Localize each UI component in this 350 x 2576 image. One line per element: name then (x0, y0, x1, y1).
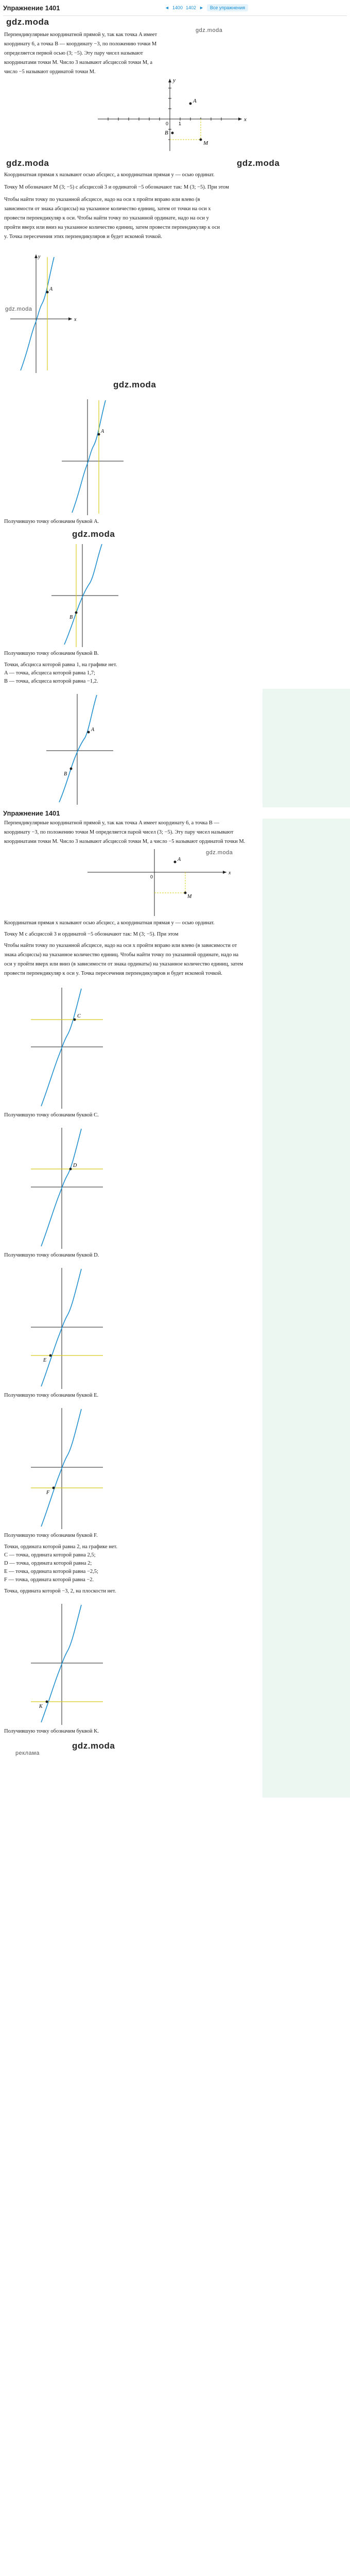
function-curve (41, 1269, 81, 1386)
page-header (0, 0, 350, 15)
point-a (46, 291, 49, 294)
answer-a: A — точка, абсцисса которой равна 1,7; (4, 670, 95, 676)
sidebar-panel (262, 689, 350, 807)
watermark-row (0, 1736, 350, 1756)
graph-svg-b (0, 541, 350, 650)
graph-block-d (0, 1123, 350, 1251)
point-a (189, 103, 192, 105)
exercise-title: Упражнение 1401 (3, 4, 60, 12)
function-curve (64, 544, 102, 645)
answer-d: D — точка, ордината которой равна 2; (4, 1561, 92, 1566)
watermark-row (0, 376, 350, 394)
watermark: gdz.moda (237, 158, 280, 168)
point-a-label: A (193, 98, 197, 104)
graph-svg-ab (0, 689, 257, 807)
origin-label: 0 (166, 121, 169, 126)
x-axis-label: x (244, 116, 247, 123)
watermark: gdz.moda (206, 850, 233, 856)
point-b-label: B (69, 615, 73, 620)
intro-text: Перпендикулярные координатной прямой y, так как точка A имеет координату 6, а точка B — координату −3, по положению точки M определяется первой осью (3; −5). Эту пару чисел называют координатами точки M. Число 3 называют абсциссой точки M, а число −5 называют ординатой точки M. (4, 32, 157, 75)
intro-text: Перпендикулярные координатной прямой y, так как точка A имеет координату 6, а точка B — координату −3, по положению точки M определяется парой чисел (3; −5). Эту пару чисел называют координатами точки M. Число 3 называют абсциссой точки M, а число −5 называют ординатой точки M. (4, 820, 246, 844)
graph-block-e (0, 1263, 350, 1392)
exercise-nav (165, 4, 248, 11)
coordinate-plane-svg (0, 846, 257, 919)
coord-note: Точку M с абсциссой 3 и ординатой −5 обозначают так: M (3; −5). При этом (4, 931, 179, 937)
point-a (98, 433, 100, 436)
caption: Получившую точку обозначим буквой B. (4, 651, 99, 656)
watermark-row (0, 156, 350, 171)
next-exercise-link[interactable]: 1402 (185, 5, 196, 10)
point-b (171, 132, 174, 134)
graph-block-c (0, 982, 350, 1111)
point-c-label: C (77, 1013, 81, 1019)
answer-c: C — точка, ордината которой равна 2,5; (4, 1552, 96, 1558)
graph-block-b (0, 541, 350, 650)
coordinate-plane-figure (0, 74, 350, 156)
unit-label: 1 (179, 121, 182, 126)
point-b-label: B (165, 130, 168, 136)
watermark: gdz.moda (196, 27, 223, 33)
point-m (200, 139, 202, 141)
graph-block-f (0, 1403, 350, 1532)
x-axis-label: x (74, 317, 77, 323)
point-a-label: A (178, 857, 181, 862)
prev-exercise-link[interactable]: 1400 (172, 5, 183, 10)
part2-header (0, 807, 350, 819)
all-exercises-button[interactable]: Все упражнения (207, 4, 248, 11)
point-m-label: M (203, 140, 208, 146)
graph-svg-e (0, 1263, 257, 1392)
point-a-label: A (91, 727, 95, 733)
point-f (52, 1487, 55, 1489)
point-b-label: B (64, 771, 67, 777)
watermark: gdz.moda (72, 529, 115, 539)
x-axis-arrow (68, 317, 72, 320)
axis-note: Координатная прямая x называют осью абсцисс, а координатная прямая y — осью ординат. (4, 172, 215, 178)
watermark-row (0, 526, 350, 541)
point-b (70, 768, 73, 770)
graph-block-a2 (0, 394, 350, 518)
y-axis-label: y (38, 254, 41, 260)
caption: Получившую точку обозначим буквой E. (4, 1393, 99, 1398)
point-e (49, 1354, 52, 1357)
function-curve (41, 1605, 81, 1722)
watermark: gdz.moda (72, 1741, 115, 1751)
point-e-label: E (43, 1358, 47, 1363)
arrow-right-icon[interactable]: ► (199, 5, 204, 10)
graph-block-a (0, 247, 350, 376)
y-axis-arrow (168, 79, 171, 82)
y-axis-arrow (34, 255, 38, 258)
graph-svg-c (0, 982, 257, 1111)
watermark: gdz.moda (5, 306, 32, 312)
method-text: Чтобы найти точку по указанной абсциссе, надо на оси x пройти вправо или влево (в зависимости от знака абсциссы) на указанное количество единиц. Чтобы найти точку по указанной ординате, надо на оси y пройти вверх или вниз (в зависимости от знака ординаты) на указанное количество единиц, затем провести перпендикуляр к оси y. Точка пересечения перпендикуляров и будет искомой точкой. (4, 943, 243, 976)
answer-e: E — точка, ордината которой равна −2,5; (4, 1569, 98, 1574)
function-curve (41, 1409, 81, 1527)
function-curve (41, 1129, 81, 1246)
function-curve (41, 989, 81, 1106)
y-axis-label: y (173, 77, 176, 83)
point-b (75, 612, 78, 614)
x-axis-label: x (229, 870, 231, 876)
exercise-title: Упражнение 1401 (3, 809, 60, 817)
point-d (69, 1168, 72, 1171)
point-k (46, 1701, 48, 1703)
point-a (87, 731, 90, 734)
point-m-label: M (187, 894, 192, 900)
advert-label: реклама (15, 1750, 40, 1756)
coord-note: Точку M обозначают M (3; −5) с абсциссой 3 и ординатой −5 обозначают так: M (3; −5). При этом (4, 184, 229, 190)
answer-lead: Точки, абсцисса которой равна 1, на графике нет. (4, 662, 117, 668)
x-axis-arrow (238, 117, 242, 121)
coordinate-plane-svg (0, 74, 350, 156)
caption: Получившую точку обозначим буквой D. (4, 1252, 99, 1258)
answer-lead: Точки, ордината которой равна 2, на графике нет. (4, 1544, 117, 1550)
caption: Получившую точку обозначим буквой K. (4, 1728, 99, 1734)
graph-svg-k (0, 1599, 257, 1727)
function-curve (21, 257, 54, 370)
graph-block-ab (0, 689, 350, 807)
x-axis-arrow (223, 871, 226, 874)
point-d-label: D (73, 1163, 77, 1168)
point-a-label: A (49, 286, 53, 292)
axis-note: Координатная прямая x называют осью абсцисс, а координатная прямая y — осью ординат. (4, 920, 215, 926)
intro-block (0, 16, 350, 74)
origin-label: 0 (150, 874, 153, 879)
final-lead: Точка, ордината которой −3, 2, на плоскости нет. (4, 1588, 116, 1594)
method-text: Чтобы найти точку по указанной абсциссе, надо на оси x пройти вправо или влево (в зависимости от знака абсциссы) на указанное количество единиц, затем от точки на оси x провести перпендикуляр к оси. Чтобы найти точку по указанной ординате, надо на оси y пройти вверх или вниз на указанное количество единиц, затем провести перпендикуляр к оси y. Точка пересечения этих перпендикуляров и будет искомой точкой. (4, 197, 220, 240)
point-a-label: A (101, 429, 104, 434)
function-curve (72, 400, 106, 513)
coordinate-plane-figure (0, 846, 350, 919)
graph-block-k (0, 1599, 350, 1727)
watermark: gdz.moda (113, 380, 156, 389)
watermark: gdz.moda (6, 17, 49, 27)
caption: Получившую точку обозначим буквой A. (4, 519, 99, 524)
graph-svg-a (0, 247, 350, 376)
point-k-label: K (39, 1704, 43, 1709)
answer-f: F — точка, ордината которой равна −2. (4, 1577, 94, 1583)
arrow-left-icon[interactable]: ◄ (165, 5, 169, 10)
graph-svg-f (0, 1403, 257, 1532)
answer-b: B — точка, абсцисса которой равна −1,2. (4, 679, 98, 684)
watermark: gdz.moda (6, 158, 49, 168)
caption: Получившую точку обозначим буквой C. (4, 1112, 99, 1118)
point-f-label: F (46, 1490, 50, 1496)
caption: Получившую точку обозначим буквой F. (4, 1533, 98, 1538)
function-curve (59, 695, 97, 802)
point-m (184, 892, 187, 894)
graph-svg-d (0, 1123, 257, 1251)
point-a (174, 861, 177, 863)
point-c (74, 1019, 76, 1021)
graph-svg-a2 (0, 394, 350, 518)
